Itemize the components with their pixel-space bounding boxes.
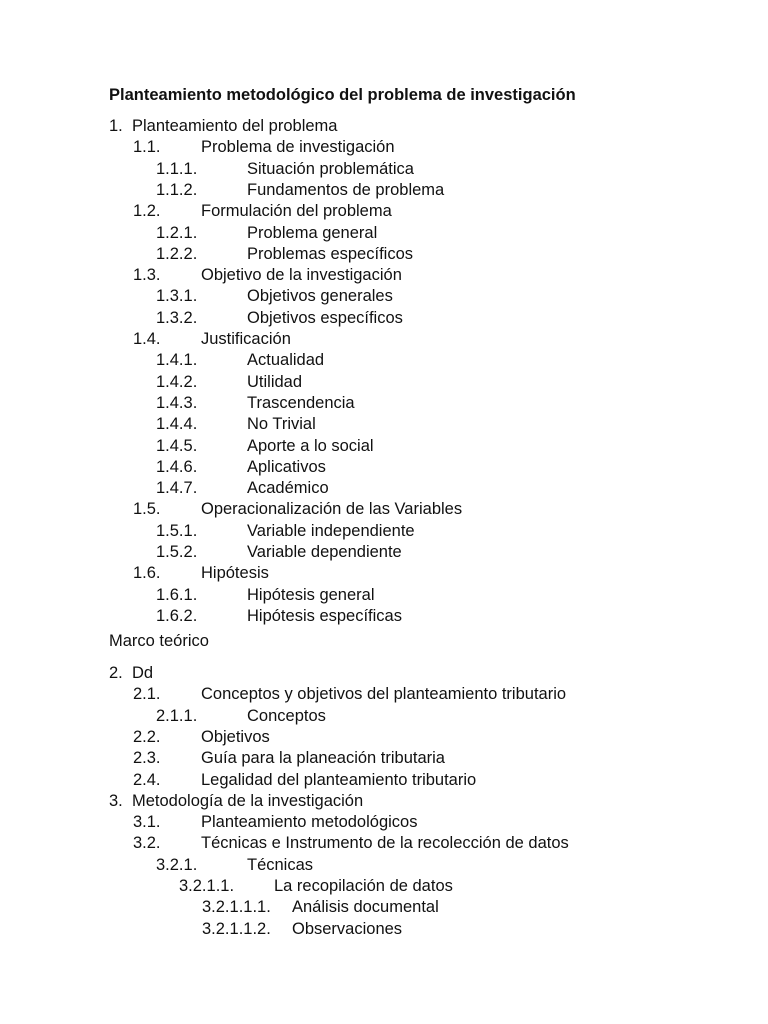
- outline-item-text: Observaciones: [292, 919, 403, 938]
- outline-item: [156, 521, 700, 542]
- outline-item: [156, 372, 700, 393]
- outline-item-text: Objetivos generales: [247, 287, 393, 306]
- outline-item-number: 2.4.: [133, 770, 161, 789]
- outline-item-number: 1.1.2.: [156, 180, 198, 199]
- outline-item: [109, 116, 700, 137]
- outline-item-number: 1.: [109, 117, 123, 135]
- outline-item-text: Académico: [247, 479, 329, 498]
- outline-item-number: 1.6.: [133, 564, 161, 583]
- outline-item: [156, 606, 700, 627]
- outline-item-number: 1.5.2.: [156, 543, 198, 561]
- outline-item-text: Problemas específicos: [247, 244, 413, 263]
- outline-item-text: Actualidad: [247, 351, 325, 370]
- outline-item-number: 1.4.3.: [156, 393, 198, 412]
- outline-item-text: Conceptos: [247, 706, 326, 725]
- outline-item: [156, 308, 700, 329]
- outline-item-text: Objetivos específicos: [247, 308, 403, 327]
- outline-item: [133, 833, 700, 854]
- outline-item: [179, 876, 700, 897]
- outline-item-number: 3.: [109, 791, 123, 810]
- outline-item: [133, 499, 700, 520]
- outline-item-text: Planteamiento metodológicos: [201, 813, 418, 832]
- outline-item-text: Análisis documental: [292, 898, 439, 917]
- outline-item-number: 2.3.: [133, 749, 161, 768]
- outline-item: [133, 137, 700, 158]
- outline-item: [156, 244, 700, 265]
- outline-item-text: Problema de investigación: [201, 138, 395, 157]
- outline-item-number: 1.1.1.: [156, 159, 198, 178]
- outline-item-text: Técnicas e Instrumento de la recolección de datos: [201, 834, 569, 853]
- section-heading-marco-teorico: Marco teórico: [109, 632, 209, 650]
- outline-item-text: Guía para la planeación tributaria: [201, 749, 445, 768]
- outline-item: [133, 684, 700, 705]
- outline-item: [156, 223, 700, 244]
- outline-item-number: 3.2.1.: [156, 855, 198, 874]
- outline-item: [133, 265, 700, 286]
- outline-item-text: Variable independiente: [247, 521, 415, 540]
- outline-item-text: Problema general: [247, 223, 378, 242]
- outline-item-text: Hipótesis específicas: [247, 606, 402, 625]
- outline-item-number: 1.4.1.: [156, 351, 198, 370]
- outline-item: [109, 791, 700, 812]
- outline-item-text: Legalidad del planteamiento tributario: [201, 770, 477, 789]
- outline-item: [156, 159, 700, 180]
- outline-item-number: 3.1.: [133, 813, 161, 832]
- outline-item-text: Objetivo de la investigación: [201, 266, 402, 285]
- outline-item-number: 3.2.1.1.: [179, 877, 235, 895]
- outline-item-text: Aporte a lo social: [247, 436, 374, 455]
- outline-item-number: 1.2.: [133, 202, 161, 221]
- outline-item-text: Situación problemática: [247, 159, 414, 178]
- outline-item: [202, 897, 700, 918]
- outline-item: [156, 706, 700, 727]
- outline-item: [156, 180, 700, 201]
- outline-item: [133, 201, 700, 222]
- outline-item: [133, 563, 700, 584]
- outline-item-number: 1.5.: [133, 500, 161, 519]
- outline-item-number: 1.6.1.: [156, 585, 198, 604]
- outline-item-number: 2.: [109, 664, 123, 682]
- outline-item: [133, 329, 700, 350]
- outline-item-text: Aplicativos: [247, 457, 326, 476]
- outline-item-text: Conceptos y objetivos del planteamiento tributario: [201, 685, 567, 704]
- outline-item-number: 2.1.1.: [156, 706, 198, 725]
- outline-item: [133, 727, 700, 748]
- outline-item: [156, 286, 700, 307]
- outline-item-text: Hipótesis general: [247, 585, 375, 604]
- outline-item-number: 1.4.7.: [156, 479, 198, 498]
- outline-item: [133, 812, 700, 833]
- outline-item-text: Técnicas: [247, 855, 314, 874]
- outline-item-number: 1.1.: [133, 138, 161, 157]
- document-title: Planteamiento metodológico del problema de investigación: [109, 86, 576, 104]
- outline-item: [156, 414, 700, 435]
- outline-item: [156, 585, 700, 606]
- outline-item-text: Dd: [132, 664, 154, 682]
- outline-item-text: Formulación del problema: [201, 202, 392, 221]
- outline-item-text: Operacionalización de las Variables: [201, 500, 463, 519]
- outline-item: [202, 919, 700, 940]
- outline-item: [156, 855, 700, 876]
- outline-item-text: Variable dependiente: [247, 543, 402, 561]
- outline-item-number: 1.4.5.: [156, 436, 198, 455]
- outline-item-number: 1.4.2.: [156, 372, 198, 391]
- outline-item: [109, 663, 700, 684]
- outline-item-number: 1.5.1.: [156, 521, 198, 540]
- outline-item-number: 1.3.1.: [156, 287, 198, 306]
- outline-item-number: 1.4.4.: [156, 415, 198, 434]
- outline-item-number: 3.2.: [133, 834, 161, 853]
- outline-item: [133, 770, 700, 791]
- outline-item-number: 1.4.6.: [156, 457, 198, 476]
- outline-item-number: 1.4.: [133, 330, 161, 348]
- outline-item-text: Planteamiento del problema: [132, 117, 338, 135]
- outline-item-number: 3.2.1.1.2.: [202, 919, 271, 938]
- outline-item-number: 1.3.: [133, 266, 161, 285]
- outline-item-text: No Trivial: [247, 415, 316, 434]
- outline-item-number: 1.3.2.: [156, 308, 198, 327]
- outline-item-text: Metodología de la investigación: [132, 791, 364, 810]
- outline-item-text: Utilidad: [247, 372, 303, 391]
- outline-item: [156, 457, 700, 478]
- outline-item: [156, 350, 700, 371]
- outline-item-text: Objetivos: [201, 727, 270, 746]
- outline-item-number: 2.1.: [133, 685, 161, 704]
- outline-item-number: 3.2.1.1.1.: [202, 898, 271, 917]
- outline-item-text: Justificación: [201, 330, 291, 348]
- outline-item-text: Trascendencia: [247, 393, 355, 412]
- outline-item-number: 1.6.2.: [156, 606, 198, 625]
- outline-item-text: La recopilación de datos: [274, 877, 453, 895]
- outline-item-text: Hipótesis: [201, 564, 269, 583]
- outline-item: [156, 393, 700, 414]
- outline-item: [156, 436, 700, 457]
- outline-item-text: Fundamentos de problema: [247, 180, 445, 199]
- outline-item-number: 1.2.1.: [156, 223, 198, 242]
- outline-item: [156, 478, 700, 499]
- outline-item: [156, 542, 700, 563]
- outline-item-number: 2.2.: [133, 727, 161, 746]
- outline-item: [133, 748, 700, 769]
- outline-item-number: 1.2.2.: [156, 244, 198, 263]
